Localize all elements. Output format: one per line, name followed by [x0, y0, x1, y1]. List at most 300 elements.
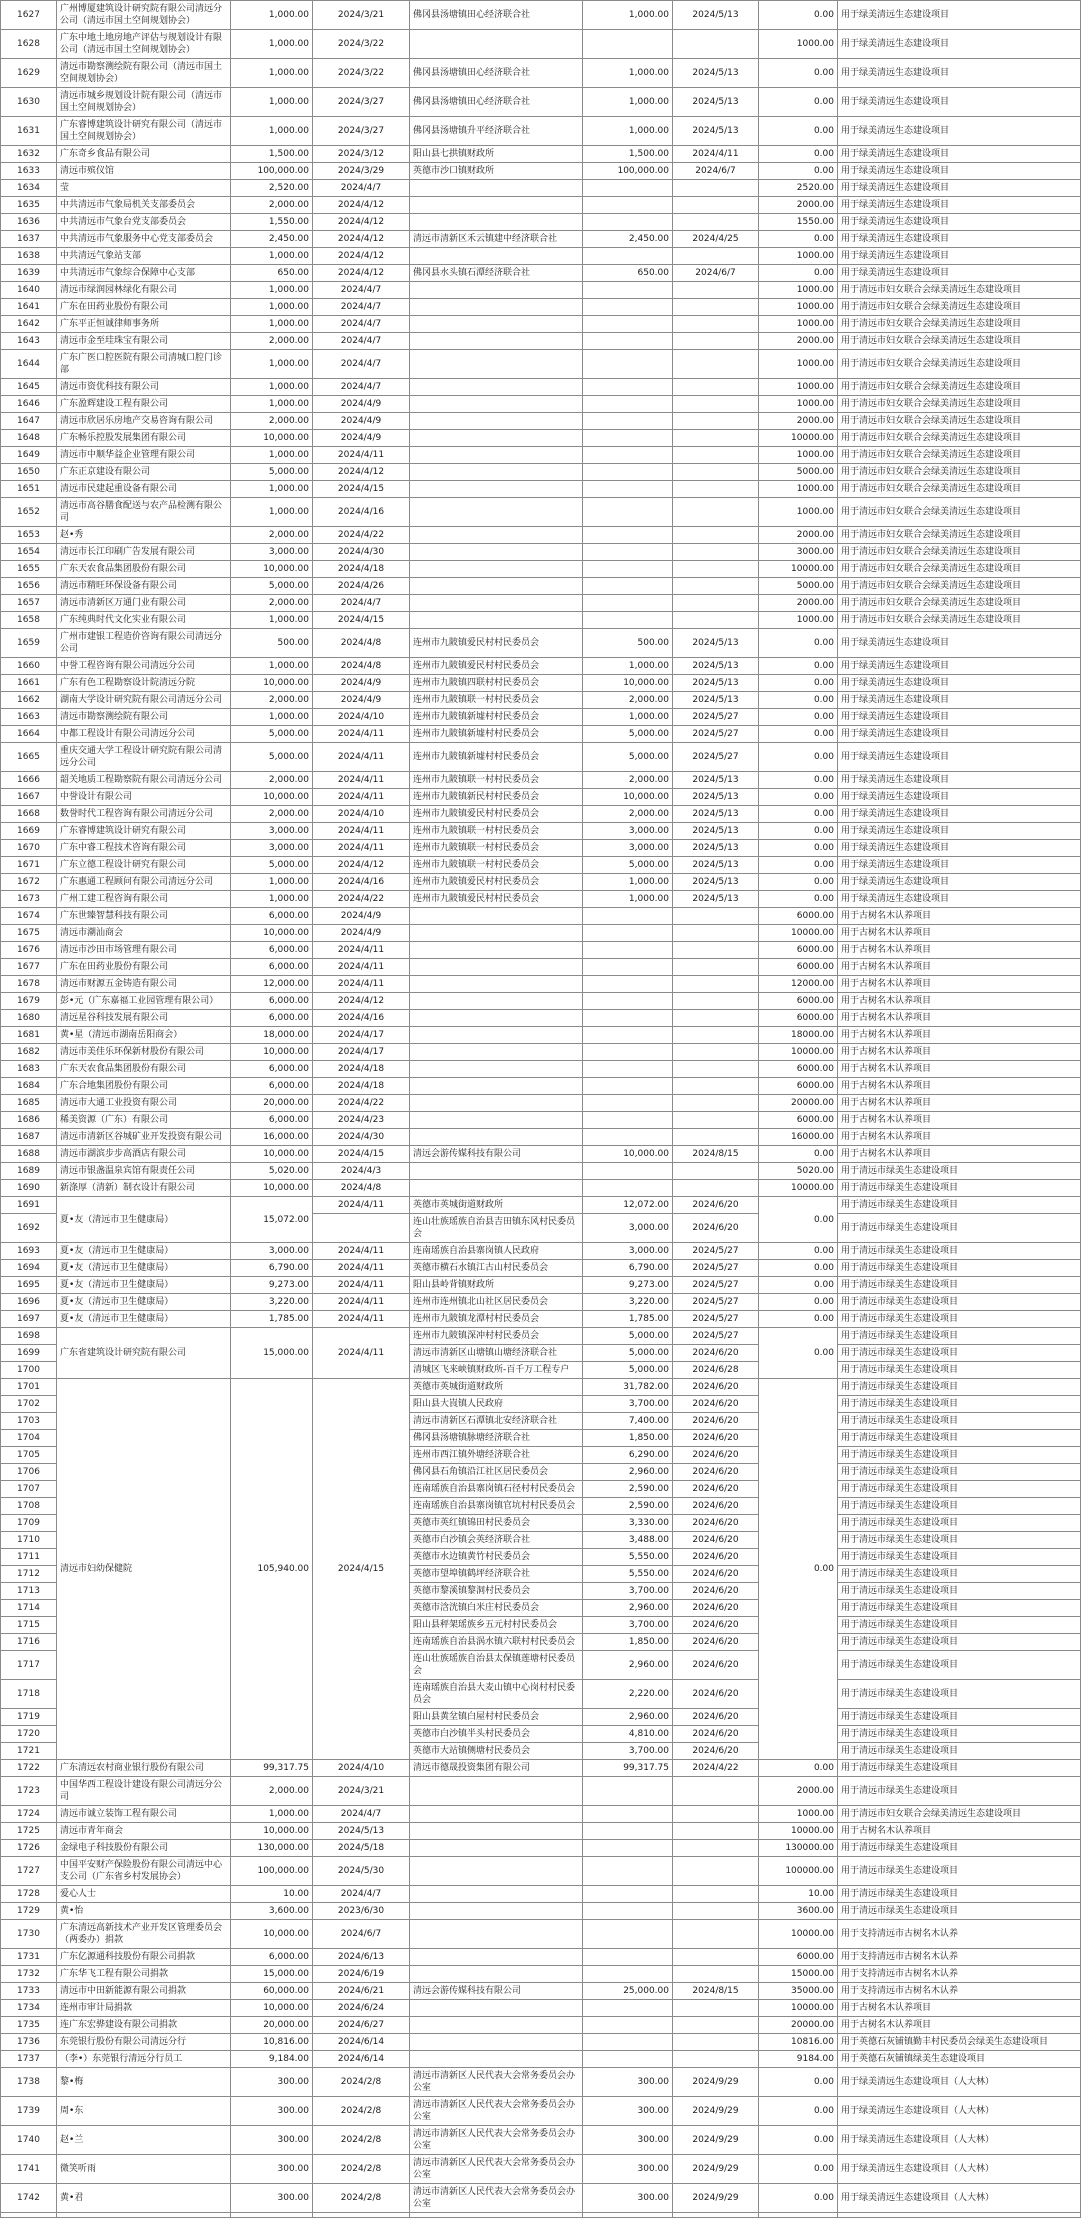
table-row — [1, 464, 1081, 481]
donor-name: 夏•友（清远市卫生健康局） — [57, 1277, 231, 1294]
donation-amount: 60,000.00 — [231, 1983, 313, 2000]
allocation-date — [673, 197, 759, 214]
donation-date: 2024/4/10 — [313, 1760, 410, 1777]
donor-name: 清远市金至珪珠宝有限公司 — [57, 333, 231, 350]
donor-name: 夏•友（清远市卫生健康局） — [57, 1260, 231, 1277]
allocation-amount: 2,450.00 — [583, 231, 673, 248]
table-row — [1, 379, 1081, 396]
donation-date: 2024/4/9 — [313, 396, 410, 413]
allocation-date: 2024/4/25 — [673, 231, 759, 248]
donation-amount: 2,000.00 — [231, 806, 313, 823]
donor-name: 广东中睿工程技术咨询有限公司 — [57, 840, 231, 857]
donation-date: 2024/4/11 — [313, 447, 410, 464]
donor-name: 东莞银行股份有限公司清远分行 — [57, 2034, 231, 2051]
allocation-date — [673, 214, 759, 231]
row-number: 1667 — [1, 789, 57, 806]
allocation-date: 2024/9/29 — [673, 2068, 759, 2097]
donor-name: 清远市中顺华益企业管理有限公司 — [57, 447, 231, 464]
row-number: 1629 — [1, 59, 57, 88]
allocation-amount: 5,550.00 — [583, 1549, 673, 1566]
donor-name: 清远市殡仪馆 — [57, 163, 231, 180]
purpose: 用于清远市绿美生态建设项目 — [838, 1180, 1081, 1197]
row-number: 1627 — [1, 1, 57, 30]
recipient-name — [410, 1112, 583, 1129]
donation-amount: 300.00 — [231, 2097, 313, 2126]
donation-date: 2024/6/27 — [313, 2017, 410, 2034]
purpose: 用于清远市绿美生态建设项目 — [838, 1840, 1081, 1857]
purpose: 用于清远市绿美生态建设项目 — [838, 1328, 1081, 1345]
table-row — [1, 231, 1081, 248]
recipient-name: 英德市英城街道财政所 — [410, 1379, 583, 1396]
allocation-amount — [583, 1903, 673, 1920]
allocation-amount — [583, 1840, 673, 1857]
donation-amount: 1,000.00 — [231, 1, 313, 30]
table-row — [1, 1857, 1081, 1886]
donation-date: 2024/4/12 — [313, 857, 410, 874]
donation-date: 2024/3/12 — [313, 146, 410, 163]
donor-name: 赵•秀 — [57, 527, 231, 544]
donor-name: 黎•梅 — [57, 2068, 231, 2097]
recipient-name — [410, 413, 583, 430]
donation-amount: 9,184.00 — [231, 2051, 313, 2068]
donor-name: 广东立德工程设计研究有限公司 — [57, 857, 231, 874]
allocation-date — [673, 481, 759, 498]
purpose: 用于绿美清远生态建设项目 — [838, 231, 1081, 248]
purpose: 用于绿美清远生态建设项目 — [838, 823, 1081, 840]
donation-date: 2024/4/11 — [313, 743, 410, 772]
donor-name: 清远市精旺环保设备有限公司 — [57, 578, 231, 595]
donation-date — [313, 2213, 410, 2218]
allocation-date: 2024/6/20 — [673, 1379, 759, 1396]
allocation-amount — [583, 498, 673, 527]
balance-amount: 0.00 — [759, 2068, 838, 2097]
purpose: 用于绿美清远生态建设项目 — [838, 675, 1081, 692]
purpose: 用于绿美清远生态建设项目 — [838, 891, 1081, 908]
row-number: 1690 — [1, 1180, 57, 1197]
donation-date: 2024/4/7 — [313, 379, 410, 396]
allocation-date — [673, 2017, 759, 2034]
donation-amount: 1,000.00 — [231, 612, 313, 629]
donation-date: 2024/2/8 — [313, 2068, 410, 2097]
purpose: 用于古树名木认养项目 — [838, 2000, 1081, 2017]
purpose: 用于清远市绿美生态建设项目 — [838, 1709, 1081, 1726]
allocation-date: 2024/8/15 — [673, 1146, 759, 1163]
row-number: 1727 — [1, 1857, 57, 1886]
purpose: 用于绿美清远生态建设项目 — [838, 692, 1081, 709]
row-number: 1656 — [1, 578, 57, 595]
allocation-date: 2024/6/20 — [673, 1634, 759, 1651]
purpose: 用于英德石灰铺镇勤丰村民委员会绿美生态建设项目 — [838, 2034, 1081, 2051]
row-number: 1717 — [1, 1651, 57, 1680]
row-number: 1692 — [1, 1214, 57, 1243]
allocation-amount — [583, 1777, 673, 1806]
table-row — [1, 2068, 1081, 2097]
allocation-date: 2024/4/22 — [673, 1760, 759, 1777]
donation-date: 2024/6/14 — [313, 2034, 410, 2051]
purpose: 用于清远市绿美生态建设项目 — [838, 1277, 1081, 1294]
donation-amount: 99,317.75 — [231, 1760, 313, 1777]
balance-amount: 0.00 — [759, 840, 838, 857]
row-number: 1730 — [1, 1920, 57, 1949]
row-number: 1676 — [1, 942, 57, 959]
row-number: 1631 — [1, 117, 57, 146]
purpose: 用于古树名木认养项目 — [838, 976, 1081, 993]
donor-name: 清远市勘察测绘院有限公司 — [57, 709, 231, 726]
donation-date: 2024/4/17 — [313, 1027, 410, 1044]
recipient-name: 阳山县黄坌镇白屋村村民委员会 — [410, 1709, 583, 1726]
recipient-name — [410, 2017, 583, 2034]
row-number: 1694 — [1, 1260, 57, 1277]
row-number: 1660 — [1, 658, 57, 675]
purpose: 用于绿美清远生态建设项目 — [838, 840, 1081, 857]
allocation-amount: 3,700.00 — [583, 1743, 673, 1760]
balance-amount: 6000.00 — [759, 1061, 838, 1078]
recipient-name: 连州市连州镇北山社区居民委员会 — [410, 1294, 583, 1311]
balance-amount: 6000.00 — [759, 1010, 838, 1027]
donation-amount: 10.00 — [231, 1886, 313, 1903]
donation-amount: 130,000.00 — [231, 1840, 313, 1857]
purpose: 用于清远市妇女联合会绿美清远生态建设项目 — [838, 430, 1081, 447]
donation-date: 2024/4/9 — [313, 675, 410, 692]
donation-date: 2024/4/3 — [313, 1163, 410, 1180]
allocation-amount: 6,290.00 — [583, 1447, 673, 1464]
balance-amount: 10000.00 — [759, 1180, 838, 1197]
donation-amount: 300.00 — [231, 2068, 313, 2097]
allocation-amount — [583, 333, 673, 350]
donation-amount: 1,000.00 — [231, 498, 313, 527]
purpose: 用于古树名木认养项目 — [838, 925, 1081, 942]
allocation-amount — [583, 1078, 673, 1095]
recipient-name: 清远市清新区人民代表大会常务委员会办公室 — [410, 2126, 583, 2155]
purpose: 用于绿美清远生态建设项目（人大林） — [838, 2184, 1081, 2213]
recipient-name — [410, 976, 583, 993]
donor-name: 爱心人士 — [57, 1886, 231, 1903]
donation-date: 2024/4/11 — [313, 772, 410, 789]
purpose: 用于清远市妇女联合会绿美清远生态建设项目 — [838, 464, 1081, 481]
allocation-date: 2024/6/20 — [673, 1617, 759, 1634]
recipient-name — [410, 1010, 583, 1027]
balance-amount: 0.00 — [759, 231, 838, 248]
donor-name: 黄•君 — [57, 2184, 231, 2213]
row-number: 1640 — [1, 282, 57, 299]
allocation-amount — [583, 430, 673, 447]
allocation-date — [673, 908, 759, 925]
donation-date: 2024/4/17 — [313, 1044, 410, 1061]
table-row — [1, 1806, 1081, 1823]
donor-name: 清远市湖滨步步高酒店有限公司 — [57, 1146, 231, 1163]
recipient-name: 英德市横石水镇江古山村民委员会 — [410, 1260, 583, 1277]
table-row — [1, 840, 1081, 857]
row-number: 1665 — [1, 743, 57, 772]
donation-date: 2024/4/22 — [313, 1095, 410, 1112]
row-number: 1682 — [1, 1044, 57, 1061]
table-row — [1, 180, 1081, 197]
allocation-amount: 500.00 — [583, 629, 673, 658]
donation-amount: 15,000.00 — [231, 1966, 313, 1983]
purpose: 用于绿美清远生态建设项目 — [838, 772, 1081, 789]
table-row — [1, 874, 1081, 891]
row-number: 1734 — [1, 2000, 57, 2017]
table-row — [1, 1197, 1081, 1214]
row-number: 1670 — [1, 840, 57, 857]
allocation-date: 2024/5/13 — [673, 59, 759, 88]
purpose: 用于清远市绿美生态建设项目 — [838, 1903, 1081, 1920]
allocation-date: 2024/5/13 — [673, 823, 759, 840]
allocation-date — [673, 612, 759, 629]
balance-amount: 10000.00 — [759, 1823, 838, 1840]
allocation-date — [673, 595, 759, 612]
row-number: 1632 — [1, 146, 57, 163]
donor-name: 广东华飞工程有限公司捐款 — [57, 1966, 231, 1983]
row-number: 1712 — [1, 1566, 57, 1583]
allocation-date — [673, 1886, 759, 1903]
donor-name: 金绿电子科技股份有限公司 — [57, 1840, 231, 1857]
donor-name: 夏•友（清远市卫生健康局） — [57, 1294, 231, 1311]
row-number: 1732 — [1, 1966, 57, 1983]
allocation-amount — [583, 1966, 673, 1983]
donation-date: 2024/6/24 — [313, 2000, 410, 2017]
balance-amount: 2000.00 — [759, 333, 838, 350]
purpose: 用于古树名木认养项目 — [838, 1061, 1081, 1078]
recipient-name: 英德市水边镇黄竹村民委员会 — [410, 1549, 583, 1566]
balance-amount: 0.00 — [759, 1760, 838, 1777]
donation-amount: 1,785.00 — [231, 1311, 313, 1328]
balance-amount: 0.00 — [759, 1277, 838, 1294]
recipient-name: 连南瑶族自治县寨岗镇石径村村民委员会 — [410, 1481, 583, 1498]
recipient-name — [410, 561, 583, 578]
balance-amount: 0.00 — [759, 658, 838, 675]
donation-amount: 3,000.00 — [231, 1243, 313, 1260]
table-row — [1, 976, 1081, 993]
table-row — [1, 1777, 1081, 1806]
donation-date: 2024/4/23 — [313, 1112, 410, 1129]
donation-amount: 10,000.00 — [231, 1823, 313, 1840]
allocation-amount: 1,000.00 — [583, 117, 673, 146]
donation-date: 2024/4/11 — [313, 1260, 410, 1277]
donation-date: 2024/4/12 — [313, 197, 410, 214]
recipient-name: 佛冈县汤塘镇脉塘经济联合社 — [410, 1430, 583, 1447]
purpose: 用于清远市绿美生态建设项目 — [838, 1163, 1081, 1180]
donation-date: 2024/4/12 — [313, 214, 410, 231]
allocation-amount — [583, 481, 673, 498]
allocation-amount — [583, 578, 673, 595]
donation-amount: 10,816.00 — [231, 2034, 313, 2051]
table-row — [1, 2155, 1081, 2184]
purpose: 用于绿美清远生态建设项目 — [838, 180, 1081, 197]
table-row — [1, 117, 1081, 146]
donor-name: 广东纯典时代文化实业有限公司 — [57, 612, 231, 629]
recipient-name — [410, 2213, 583, 2218]
row-number: 1639 — [1, 265, 57, 282]
allocation-amount: 300.00 — [583, 2184, 673, 2213]
balance-amount: 1000.00 — [759, 481, 838, 498]
allocation-amount: 6,790.00 — [583, 1260, 673, 1277]
recipient-name: 英德市黎溪镇黎洞村民委员会 — [410, 1583, 583, 1600]
balance-amount: 2000.00 — [759, 595, 838, 612]
row-number: 1736 — [1, 2034, 57, 2051]
balance-amount: 0.00 — [759, 709, 838, 726]
table-row — [1, 908, 1081, 925]
row-number: 1721 — [1, 1743, 57, 1760]
row-number: 1669 — [1, 823, 57, 840]
row-number: 1711 — [1, 1549, 57, 1566]
purpose: 用于清远市绿美生态建设项目 — [838, 1413, 1081, 1430]
balance-amount: 0.00 — [759, 772, 838, 789]
purpose: 用于清远市绿美生态建设项目 — [838, 1214, 1081, 1243]
allocation-date — [673, 578, 759, 595]
table-row — [1, 1379, 1081, 1396]
recipient-name: 连山壮族瑶族自治县吉田镇东风村民委员会 — [410, 1214, 583, 1243]
allocation-amount — [583, 396, 673, 413]
allocation-date — [673, 1027, 759, 1044]
purpose: 用于绿美清远生态建设项目 — [838, 265, 1081, 282]
donor-name: 清远市资优科技有限公司 — [57, 379, 231, 396]
recipient-name: 阳山县秤架瑶族乡五元村村民委员会 — [410, 1617, 583, 1634]
donation-amount: 1,000.00 — [231, 59, 313, 88]
recipient-name — [410, 908, 583, 925]
row-number: 1725 — [1, 1823, 57, 1840]
recipient-name: 清远会游传媒科技有限公司 — [410, 1983, 583, 2000]
allocation-date — [673, 248, 759, 265]
table-row — [1, 1180, 1081, 1197]
balance-amount: 6000.00 — [759, 959, 838, 976]
allocation-amount: 2,960.00 — [583, 1651, 673, 1680]
allocation-date: 2024/6/20 — [673, 1413, 759, 1430]
allocation-amount: 5,000.00 — [583, 1362, 673, 1379]
recipient-name — [410, 447, 583, 464]
balance-amount: 0.00 — [759, 743, 838, 772]
allocation-date: 2024/5/13 — [673, 772, 759, 789]
row-number: 1700 — [1, 1362, 57, 1379]
balance-amount: 1000.00 — [759, 1806, 838, 1823]
allocation-date: 2024/9/29 — [673, 2184, 759, 2213]
recipient-name: 佛冈县石角镇沿江社区居民委员会 — [410, 1464, 583, 1481]
purpose: 用于绿美清远生态建设项目 — [838, 789, 1081, 806]
donor-name: 中共清远气象站支部 — [57, 248, 231, 265]
allocation-amount: 2,960.00 — [583, 1709, 673, 1726]
row-number: 1646 — [1, 396, 57, 413]
donation-date: 2024/6/13 — [313, 1949, 410, 1966]
balance-amount: 1000.00 — [759, 498, 838, 527]
table-row — [1, 1044, 1081, 1061]
donor-name: 清远市勘察测绘院有限公司（清远市国土空间规划协会） — [57, 59, 231, 88]
allocation-amount: 5,000.00 — [583, 1328, 673, 1345]
allocation-amount: 2,960.00 — [583, 1464, 673, 1481]
balance-amount: 10000.00 — [759, 925, 838, 942]
balance-amount: 10000.00 — [759, 561, 838, 578]
allocation-amount: 25,000.00 — [583, 1983, 673, 2000]
table-row — [1, 2051, 1081, 2068]
recipient-name: 佛冈县水头镇石潭经济联合社 — [410, 265, 583, 282]
table-row — [1, 578, 1081, 595]
allocation-date: 2024/9/29 — [673, 2097, 759, 2126]
table-row — [1, 350, 1081, 379]
allocation-amount: 9,273.00 — [583, 1277, 673, 1294]
donor-name: 广东省建筑设计研究院有限公司 — [57, 1328, 231, 1379]
donor-name: 广东世臻智慧科技有限公司 — [57, 908, 231, 925]
allocation-date — [673, 1903, 759, 1920]
balance-amount: 2000.00 — [759, 527, 838, 544]
row-number: 1683 — [1, 1061, 57, 1078]
allocation-amount — [583, 959, 673, 976]
table-row — [1, 481, 1081, 498]
recipient-name — [410, 1061, 583, 1078]
purpose: 用于清远市绿美生态建设项目 — [838, 1243, 1081, 1260]
allocation-amount: 3,700.00 — [583, 1396, 673, 1413]
row-number: 1678 — [1, 976, 57, 993]
donation-amount: 2,000.00 — [231, 197, 313, 214]
purpose: 用于清远市绿美生态建设项目 — [838, 1197, 1081, 1214]
donation-amount: 10,000.00 — [231, 1044, 313, 1061]
allocation-date: 2024/5/13 — [673, 789, 759, 806]
allocation-date: 2024/6/20 — [673, 1396, 759, 1413]
allocation-date — [673, 316, 759, 333]
purpose: 用于清远市绿美生态建设项目 — [838, 1680, 1081, 1709]
allocation-date: 2024/5/27 — [673, 726, 759, 743]
row-number: 1668 — [1, 806, 57, 823]
donation-date: 2024/5/30 — [313, 1857, 410, 1886]
purpose: 用于清远市绿美生态建设项目 — [838, 1726, 1081, 1743]
table-row — [1, 1163, 1081, 1180]
purpose: 用于清远市绿美生态建设项目 — [838, 1566, 1081, 1583]
allocation-amount — [583, 30, 673, 59]
purpose: 用于清远市绿美生态建设项目 — [838, 1651, 1081, 1680]
donation-amount: 1,000.00 — [231, 891, 313, 908]
donation-amount: 300.00 — [231, 2155, 313, 2184]
row-number: 1628 — [1, 30, 57, 59]
donation-date: 2024/4/16 — [313, 498, 410, 527]
recipient-name — [410, 379, 583, 396]
purpose: 用于古树名木认养项目 — [838, 2017, 1081, 2034]
donation-date: 2024/4/11 — [313, 959, 410, 976]
recipient-name — [410, 197, 583, 214]
allocation-amount — [583, 976, 673, 993]
recipient-name — [410, 1949, 583, 1966]
row-number: 1731 — [1, 1949, 57, 1966]
donor-name: 中共清远市气象服务中心党支部委员会 — [57, 231, 231, 248]
recipient-name — [410, 1180, 583, 1197]
balance-amount: 6000.00 — [759, 1112, 838, 1129]
recipient-name: 连州市九陂镇联一村村民委员会 — [410, 692, 583, 709]
recipient-name: 连州市九陂镇联一村村民委员会 — [410, 840, 583, 857]
allocation-amount: 5,550.00 — [583, 1566, 673, 1583]
purpose: 用于支持清远市古树名木认养 — [838, 1920, 1081, 1949]
table-row — [1, 959, 1081, 976]
donation-amount: 1,000.00 — [231, 447, 313, 464]
purpose: 用于清远市绿美生态建设项目 — [838, 1464, 1081, 1481]
row-number: 1661 — [1, 675, 57, 692]
balance-amount: 5000.00 — [759, 464, 838, 481]
purpose: 用于绿美清远生态建设项目 — [838, 743, 1081, 772]
donation-date: 2024/4/9 — [313, 413, 410, 430]
donation-date: 2024/4/15 — [313, 1146, 410, 1163]
allocation-amount — [583, 1044, 673, 1061]
table-row — [1, 891, 1081, 908]
donation-date: 2024/6/7 — [313, 1920, 410, 1949]
row-number: 1674 — [1, 908, 57, 925]
donation-date: 2024/3/22 — [313, 30, 410, 59]
allocation-amount: 3,220.00 — [583, 1294, 673, 1311]
recipient-name — [410, 1966, 583, 1983]
purpose: 用于支持清远市古树名木认养 — [838, 1949, 1081, 1966]
balance-amount: 0.00 — [759, 1311, 838, 1328]
allocation-date: 2024/6/20 — [673, 1600, 759, 1617]
donation-amount: 6,790.00 — [231, 1260, 313, 1277]
purpose: 用于清远市妇女联合会绿美清远生态建设项目 — [838, 612, 1081, 629]
purpose: 用于绿美清远生态建设项目 — [838, 248, 1081, 265]
balance-amount: 0.00 — [759, 692, 838, 709]
row-number — [1, 2213, 57, 2218]
